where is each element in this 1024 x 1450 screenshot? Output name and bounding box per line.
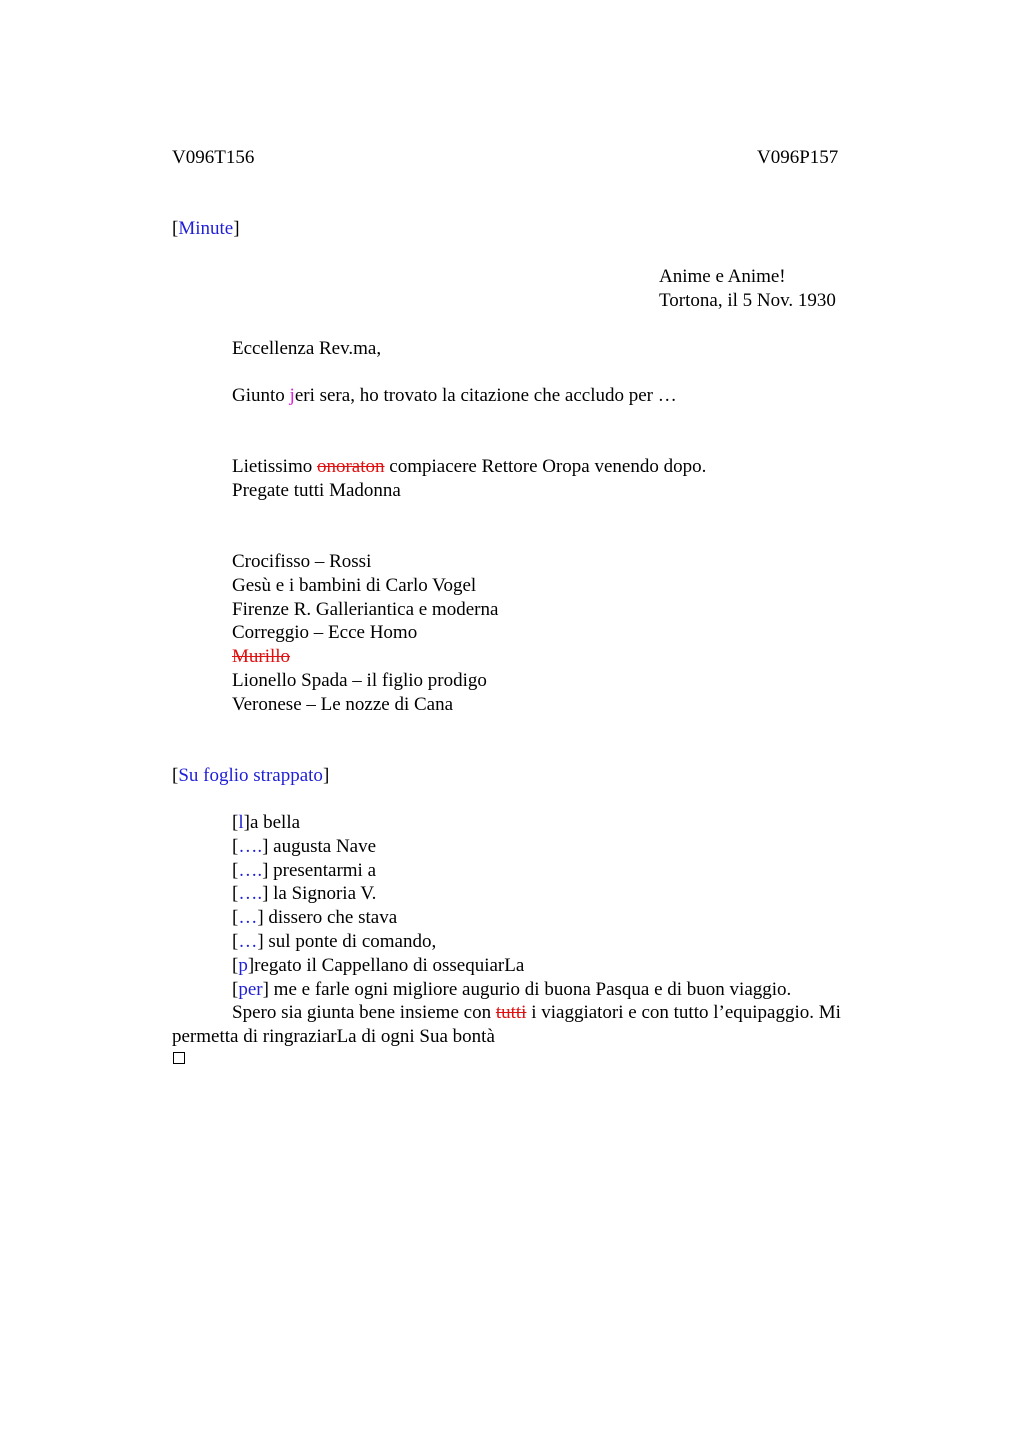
closing-rest: i viaggiatori e con tutto l’equipaggio. Mi <box>526 1002 841 1023</box>
fragment-fill: … <box>238 907 258 929</box>
artwork-struck-text: Murillo <box>232 646 291 668</box>
telegram-struck-word: onoraton <box>316 456 385 477</box>
salutation: Eccellenza Rev.ma, <box>232 338 382 359</box>
telegram-word: Lietissimo <box>232 456 317 477</box>
fragment-fill: l <box>238 812 244 833</box>
fragment-line: […] sul ponte di comando, <box>232 930 437 952</box>
closing-struck-word: tutti <box>495 1002 527 1023</box>
fragment-line: [….] augusta Nave <box>232 835 377 857</box>
artwork-item: Correggio – Ecce Homo <box>232 622 418 644</box>
fragment-fill: … <box>238 930 258 952</box>
closing-line-2: permetta di ringraziarLa di ogni Sua bontà <box>172 1026 495 1047</box>
fragment-line: [p]regato il Cappellano di ossequiarLa <box>232 954 525 976</box>
artwork-item: Veronese – Le nozze di Cana <box>232 693 454 715</box>
fragment-fill: p <box>238 954 248 976</box>
fragment-fill: …. <box>238 883 263 905</box>
left-code: V096T156 <box>172 147 255 168</box>
fragment-line: [per] me e farle ogni migliore augurio di buona Pasqua e di buon viaggio. <box>232 978 792 1000</box>
artwork-item-struck <box>232 645 498 669</box>
giunto-rest: eri sera, ho trovato la citazione che accludo per … <box>294 385 677 406</box>
closing-line-1 <box>232 1001 841 1025</box>
fragment-line: [l]a bella <box>232 812 301 833</box>
fragment-rest: regato il Cappellano di ossequiarLa <box>254 954 525 976</box>
artwork-item: Gesù e i bambini di Carlo Vogel <box>232 574 477 596</box>
fragment-line: [….] presentarmi a <box>232 859 377 881</box>
artwork-item: Lionello Spada – il figlio prodigo <box>232 669 487 691</box>
telegram-line-1 <box>232 455 706 479</box>
fragment-rest: la Signoria V. <box>268 883 377 905</box>
fragment-text <box>232 811 791 1001</box>
fragment-line: […] dissero che stava <box>232 907 398 929</box>
empty-square-icon <box>173 1052 185 1064</box>
fragment-rest: dissero che stava <box>263 907 398 929</box>
minute-label-text: Minute <box>178 218 234 239</box>
giunto-corrected-letter: j <box>289 385 295 406</box>
minute-label: [Minute] <box>172 218 240 239</box>
fragment-rest: sul ponte di comando, <box>263 930 437 952</box>
fragment-rest: augusta Nave <box>268 835 377 857</box>
torn-sheet-label-text: Su foglio strappato <box>178 765 323 786</box>
fragment-rest: presentarmi a <box>268 859 377 881</box>
right-code: V096P157 <box>757 147 839 168</box>
fragment-line: [….] la Signoria V. <box>232 883 377 905</box>
giunto-prefix: Giunto <box>232 385 290 406</box>
artwork-item: Firenze R. Galleriantica e moderna <box>232 598 499 620</box>
telegram-rest: compiacere Rettore Oropa venendo dopo. <box>384 456 707 477</box>
fragment-rest: a bella <box>249 812 301 833</box>
fragment-fill: …. <box>238 859 263 881</box>
giunto-line <box>232 384 677 408</box>
telegram-line-2: Pregate tutti Madonna <box>232 480 401 501</box>
heading-place-date: Tortona, il 5 Nov. 1930 <box>659 290 836 311</box>
artworks-list <box>232 550 498 717</box>
artwork-item: Crocifisso – Rossi <box>232 551 372 572</box>
fragment-rest: me e farle ogni migliore augurio di buona Pasqua e di buon viaggio. <box>268 978 792 1000</box>
fragment-fill: …. <box>238 835 263 857</box>
fragment-fill: per <box>238 978 263 1000</box>
heading-motto: Anime e Anime! <box>659 266 786 287</box>
torn-sheet-label: [Su foglio strappato] <box>172 765 330 786</box>
closing-prefix: Spero sia giunta bene insieme con <box>232 1002 496 1023</box>
